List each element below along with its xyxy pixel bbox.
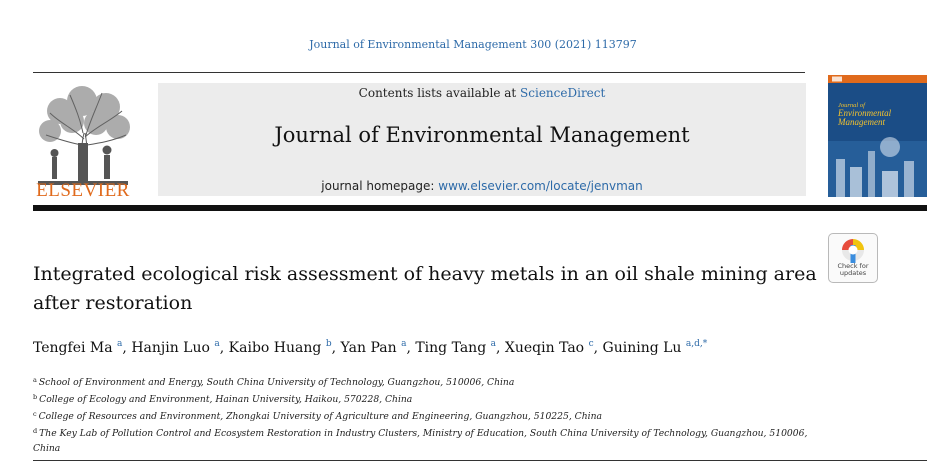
affiliation-text: College of Resources and Environment, Zhongkai University of Agriculture and Engineering, Guangzhou, 510225, China xyxy=(38,411,602,422)
elsevier-wordmark: ELSEVIER xyxy=(36,180,130,201)
author[interactable] xyxy=(229,340,336,356)
author-affiliation-marker[interactable]: a xyxy=(490,339,496,349)
journal-title: Journal of Environmental Management xyxy=(274,123,690,147)
header-thick-rule xyxy=(33,205,927,211)
author[interactable] xyxy=(131,340,224,356)
badge-label-line2: updates xyxy=(839,269,867,277)
affiliation-key: a xyxy=(33,376,37,384)
affiliation xyxy=(33,390,813,407)
cover-title-line2: Environmental xyxy=(838,108,892,118)
affiliation xyxy=(33,407,813,424)
journal-citation-link[interactable]: Journal of Environmental Management 300 (2021) 113797 xyxy=(309,38,637,51)
top-rule xyxy=(33,72,805,73)
author-name[interactable]: Ting Tang xyxy=(415,340,487,356)
author-affiliation-marker[interactable]: c xyxy=(588,339,594,349)
journal-homepage xyxy=(158,179,806,193)
contents-availability xyxy=(158,86,806,100)
author-separator: , xyxy=(593,340,599,356)
author-list xyxy=(33,339,913,356)
author-name[interactable]: Hanjin Luo xyxy=(131,340,210,356)
author[interactable] xyxy=(415,340,500,356)
check-for-updates-badge[interactable] xyxy=(828,233,878,283)
cover-title-line1: Journal of xyxy=(838,102,865,109)
author[interactable] xyxy=(340,340,410,356)
author-name[interactable]: Yan Pan xyxy=(340,340,397,356)
author-affiliation-marker[interactable]: a,d,* xyxy=(685,339,708,349)
author[interactable] xyxy=(603,340,708,356)
author-separator: , xyxy=(331,340,337,356)
author-separator: , xyxy=(496,340,501,356)
affiliation-key: c xyxy=(33,410,37,418)
bottom-rule xyxy=(33,460,927,461)
journal-cover-thumbnail[interactable] xyxy=(828,75,927,197)
affiliation xyxy=(33,424,813,456)
author-name[interactable]: Guining Lu xyxy=(602,340,682,356)
affiliation-text: The Key Lab of Pollution Control and Ecosystem Restoration in Industry Clusters, Ministry of Education, South China University of Technology, Guangzhou, 510006, China xyxy=(33,428,808,454)
affiliation xyxy=(33,373,813,390)
author[interactable] xyxy=(33,340,127,356)
article-title: Integrated ecological risk assessment of heavy metals in an oil shale mining area after restoration xyxy=(33,263,817,314)
badge-label-line1: Check for xyxy=(837,262,869,270)
author[interactable] xyxy=(505,340,598,356)
homepage-prefix: journal homepage: xyxy=(321,179,435,193)
affiliation-key: b xyxy=(33,393,38,401)
homepage-link[interactable]: www.elsevier.com/locate/jenvman xyxy=(438,179,643,193)
sciencedirect-link[interactable]: ScienceDirect xyxy=(520,86,606,100)
affiliation-text: School of Environment and Energy, South China University of Technology, Guangzhou, 510006, China xyxy=(38,377,515,388)
affiliation-key: d xyxy=(33,427,38,435)
badge-label xyxy=(829,263,877,277)
author-affiliation-marker[interactable]: a xyxy=(401,339,407,349)
cover-title-line3: Management xyxy=(838,117,885,127)
author-separator: , xyxy=(122,340,127,356)
author-name[interactable]: Xueqin Tao xyxy=(504,340,585,356)
author-affiliation-marker[interactable]: b xyxy=(325,339,332,349)
affiliation-text: College of Ecology and Environment, Hainan University, Haikou, 570228, China xyxy=(39,394,413,405)
author-affiliation-marker[interactable]: a xyxy=(117,339,123,349)
author-affiliation-marker[interactable]: a xyxy=(214,339,220,349)
affiliation-list xyxy=(33,373,813,456)
journal-masthead xyxy=(158,83,806,196)
author-separator: , xyxy=(219,340,225,356)
author-name[interactable]: Tengfei Ma xyxy=(33,340,113,356)
author-separator: , xyxy=(406,340,411,356)
contents-prefix: Contents lists available at xyxy=(358,86,517,100)
author-name[interactable]: Kaibo Huang xyxy=(228,340,322,356)
